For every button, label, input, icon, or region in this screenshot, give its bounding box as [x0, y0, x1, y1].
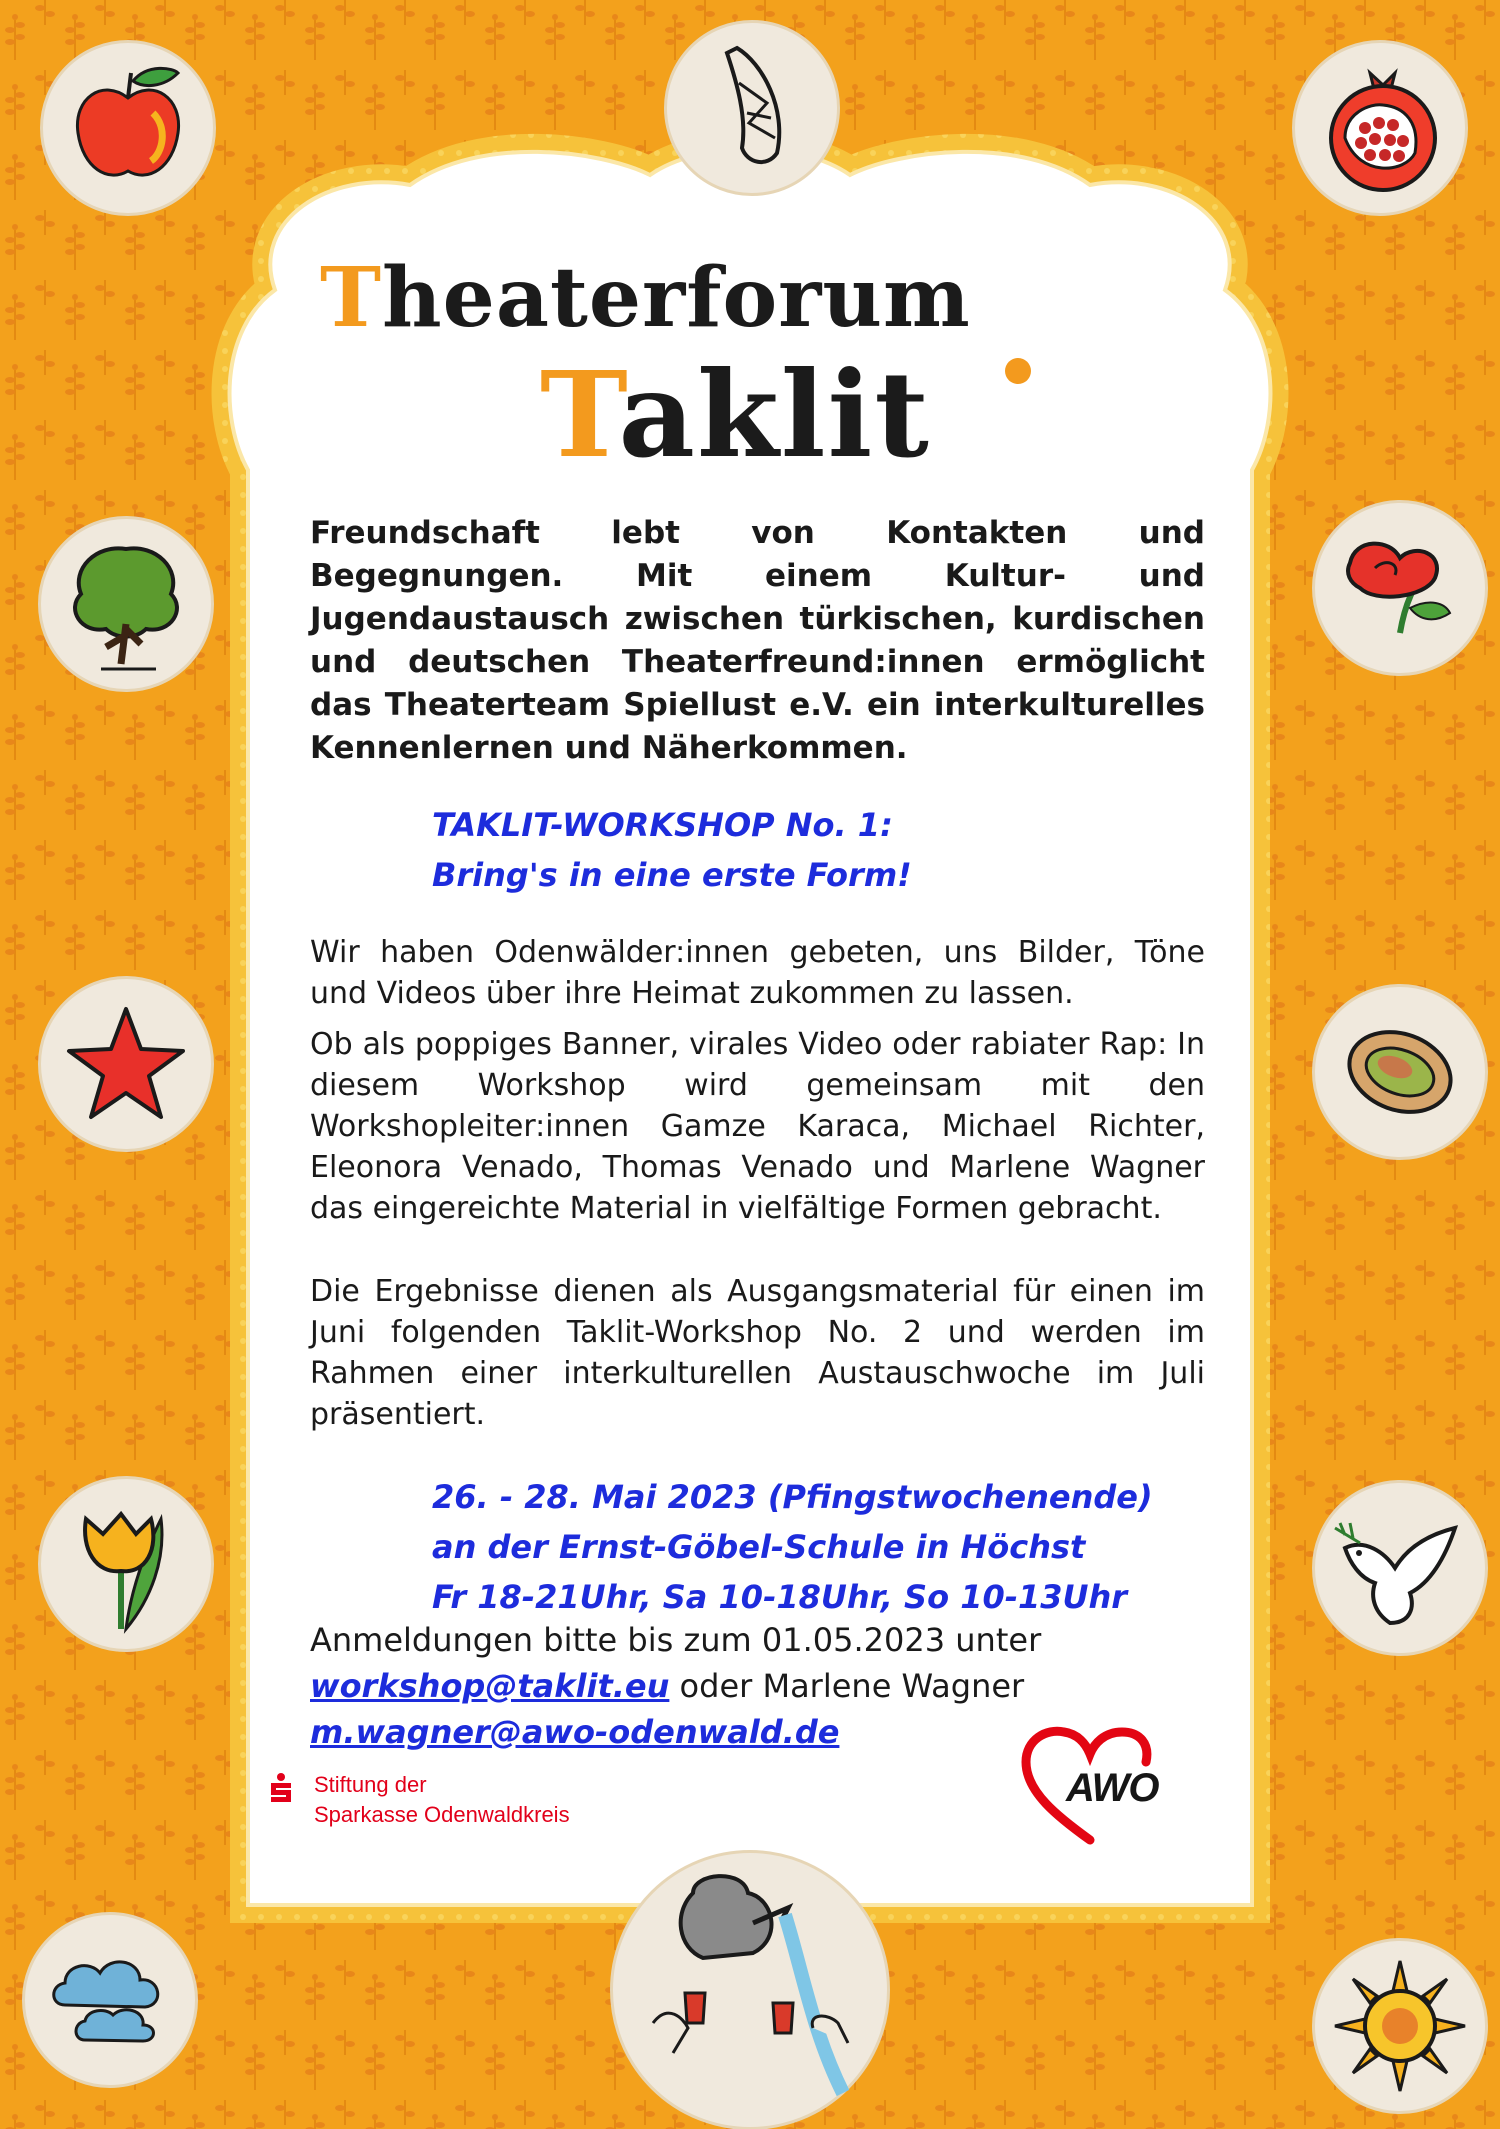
awo-logo: [1018, 1722, 1178, 1850]
tree-icon: [41, 519, 211, 689]
workshop-heading: [432, 800, 912, 900]
awo-text: AWO: [1066, 1766, 1159, 1810]
tulip-medallion: [38, 1476, 214, 1652]
tulip-icon: [41, 1479, 211, 1649]
pomegranate-medallion: [1292, 40, 1468, 216]
apple-medallion: [40, 40, 216, 216]
pistachio-medallion: [1312, 984, 1488, 1160]
title-rest-2: aklit: [618, 345, 931, 484]
dove-medallion: [1312, 1480, 1488, 1656]
email-link-workshop[interactable]: workshop@taklit.eu: [310, 1667, 670, 1705]
event-date: 26. - 28. Mai 2023 (Pfingstwochenende): [432, 1478, 1153, 1516]
apple-icon: [43, 43, 213, 213]
tea-pouring-icon: [613, 1853, 887, 2127]
registration-line2: [310, 1663, 1210, 1709]
registration-contact: oder Marlene Wagner: [669, 1667, 1025, 1705]
pistachio-icon: [1315, 987, 1485, 1157]
sparkasse-line-2: Sparkasse Odenwaldkreis: [314, 1802, 570, 1827]
body-paragraph-2: Ob als poppiges Banner, virales Video oder rabiater Rap: In diesem Workshop wird gemeinsam mit den Workshopleiter:innen Gamze Karaca, Michael Richter, Eleonora Venado, Thomas Venado und Marlene Wagner das eingereichte Material in vielfältige Formen gebracht.: [310, 1027, 1205, 1226]
pomegranate-icon: [1295, 43, 1465, 213]
rose-icon: [1315, 503, 1485, 673]
star-medallion: [38, 976, 214, 1152]
horn-icon: [667, 23, 837, 193]
workshop-heading-line2: Bring's in eine erste Form!: [432, 856, 912, 894]
title-theaterforum: [320, 250, 971, 346]
body-paragraph-3: Die Ergebnisse dienen als Ausgangsmaterial für einen im Juni folgenden Taklit-Workshop No. 2 und werden im Rahmen einer interkulturellen Austauschwoche im Juli präsentiert.: [310, 1274, 1205, 1432]
clouds-medallion: [22, 1912, 198, 2088]
title-i-dot: [1005, 358, 1031, 384]
intro-paragraph: Freundschaft lebt von Kontakten und Begegnungen. Mit einem Kultur- und Jugendaustausch zwischen türkischen, kurdischen und deutschen Theaterfreund:innen ermöglicht das Theaterteam Spiellust e.V. ein interkulturelles Kennenlernen und Näherkommen.: [310, 515, 1205, 766]
sparkasse-line-1: Stiftung der: [314, 1772, 427, 1797]
title-cap-t1: T: [320, 250, 383, 346]
title-taklit: [540, 345, 931, 484]
title-cap-t2: T: [540, 345, 619, 484]
dove-icon: [1315, 1483, 1485, 1653]
title-rest-1: heaterforum: [382, 250, 971, 346]
horn-medallion: [664, 20, 840, 196]
sparkasse-logo: [268, 1770, 608, 1840]
tea-medallion: [610, 1850, 890, 2129]
sun-icon: [1315, 1941, 1485, 2111]
event-location: an der Ernst-Göbel-Schule in Höchst: [432, 1528, 1086, 1566]
tree-medallion: [38, 516, 214, 692]
sun-medallion: [1312, 1938, 1488, 2114]
rose-medallion: [1312, 500, 1488, 676]
registration-text: Anmeldungen bitte bis zum 01.05.2023 unter: [310, 1621, 1042, 1659]
workshop-heading-line1: TAKLIT-WORKSHOP No. 1:: [432, 806, 893, 844]
star-icon: [41, 979, 211, 1149]
clouds-icon: [25, 1915, 195, 2085]
body-paragraph-1: Wir haben Odenwälder:innen gebeten, uns Bilder, Töne und Videos über ihre Heimat zukommen zu lassen.: [310, 935, 1205, 1011]
email-link-wagner[interactable]: m.wagner@awo-odenwald.de: [310, 1713, 840, 1751]
event-times: Fr 18-21Uhr, Sa 10-18Uhr, So 10-13Uhr: [432, 1578, 1128, 1616]
event-details: [432, 1472, 1153, 1622]
sparkasse-icon: [268, 1772, 294, 1802]
